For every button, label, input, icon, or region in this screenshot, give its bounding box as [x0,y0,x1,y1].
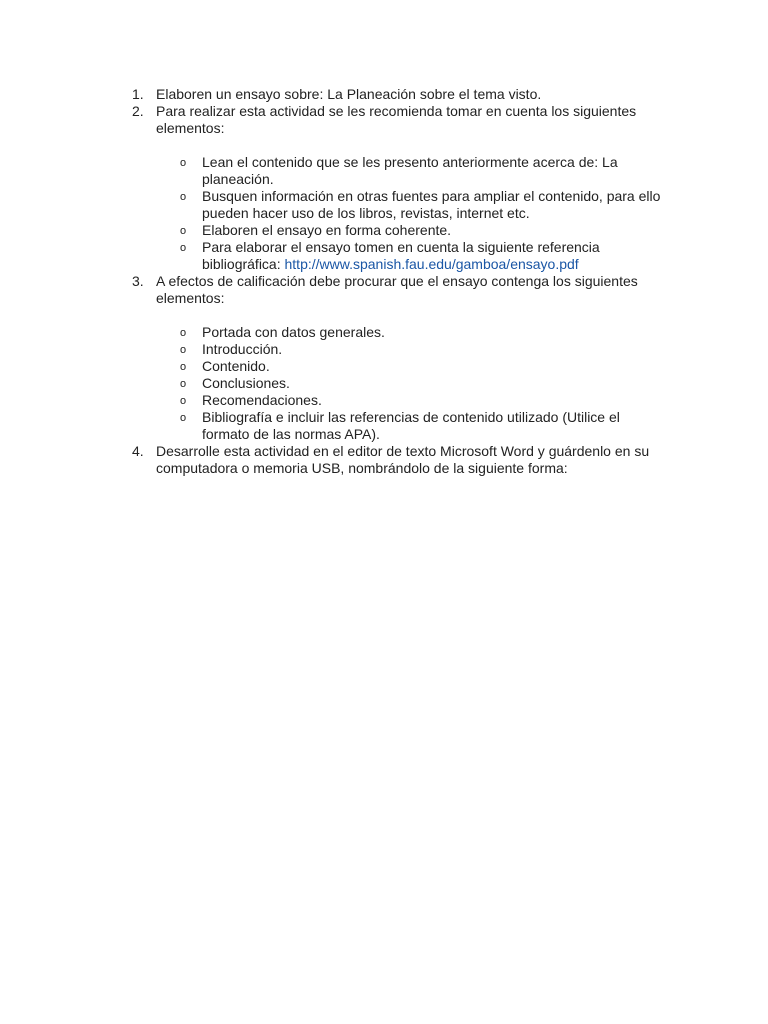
bullet-text: Bibliografía e incluir las referencias de contenido utilizado (Utilice el formato de las normas APA). [202,409,620,442]
list-item-3 [130,273,670,443]
bullet-item [176,409,670,443]
bullet-list [176,154,670,273]
bullet-item [176,324,670,341]
bullet-item [176,239,670,273]
item-text: Desarrolle esta actividad en el editor de texto Microsoft Word y guárdenlo en su computadora o memoria USB, nombrándolo de la siguiente forma: [156,443,650,476]
reference-link[interactable]: http://www.spanish.fau.edu/gamboa/ensayo.pdf [284,256,579,272]
bullet-icon: o [180,395,187,407]
bullet-icon: o [180,412,187,424]
bullet-icon: o [180,157,187,169]
bullet-icon: o [180,361,187,373]
bullet-list [176,324,670,443]
bullet-icon: o [180,225,187,237]
bullet-text: Elaboren el ensayo en forma coherente. [202,222,452,238]
bullet-text: Contenido. [202,358,270,374]
numbered-list [130,86,670,477]
bullet-item [176,154,670,188]
bullet-item [176,341,670,358]
item-text: A efectos de calificación debe procurar que el ensayo contenga los siguientes elementos: [156,273,638,306]
bullet-item [176,222,670,239]
bullet-icon: o [180,327,187,339]
list-item-2 [130,103,670,273]
bullet-text: Portada con datos generales. [202,324,385,340]
bullet-text: Para elaborar el ensayo tomen en cuenta la siguiente referencia bibliográfica: [202,239,600,272]
bullet-icon: o [180,378,187,390]
bullet-item [176,392,670,409]
bullet-item [176,358,670,375]
bullet-text: Recomendaciones. [202,392,322,408]
bullet-icon: o [180,344,187,356]
bullet-icon: o [180,191,187,203]
bullet-icon: o [180,242,187,254]
item-number: 2. [132,103,144,119]
list-item-1 [130,86,670,103]
bullet-text: Introducción. [202,341,283,357]
bullet-text: Lean el contenido que se les presento anteriormente acerca de: La planeación. [202,154,618,187]
bullet-text: Busquen información en otras fuentes para ampliar el contenido, para ello pueden hacer uso de los libros, revistas, internet etc. [202,188,661,221]
item-number: 3. [132,273,144,289]
item-number: 4. [132,443,144,459]
list-item-4 [130,443,670,477]
item-text: Para realizar esta actividad se les recomienda tomar en cuenta los siguientes elementos: [156,103,637,136]
item-text: Elaboren un ensayo sobre: La Planeación sobre el tema visto. [156,86,542,102]
bullet-item [176,375,670,392]
item-number: 1. [132,86,144,102]
bullet-text: Conclusiones. [202,375,290,391]
bullet-item [176,188,670,222]
